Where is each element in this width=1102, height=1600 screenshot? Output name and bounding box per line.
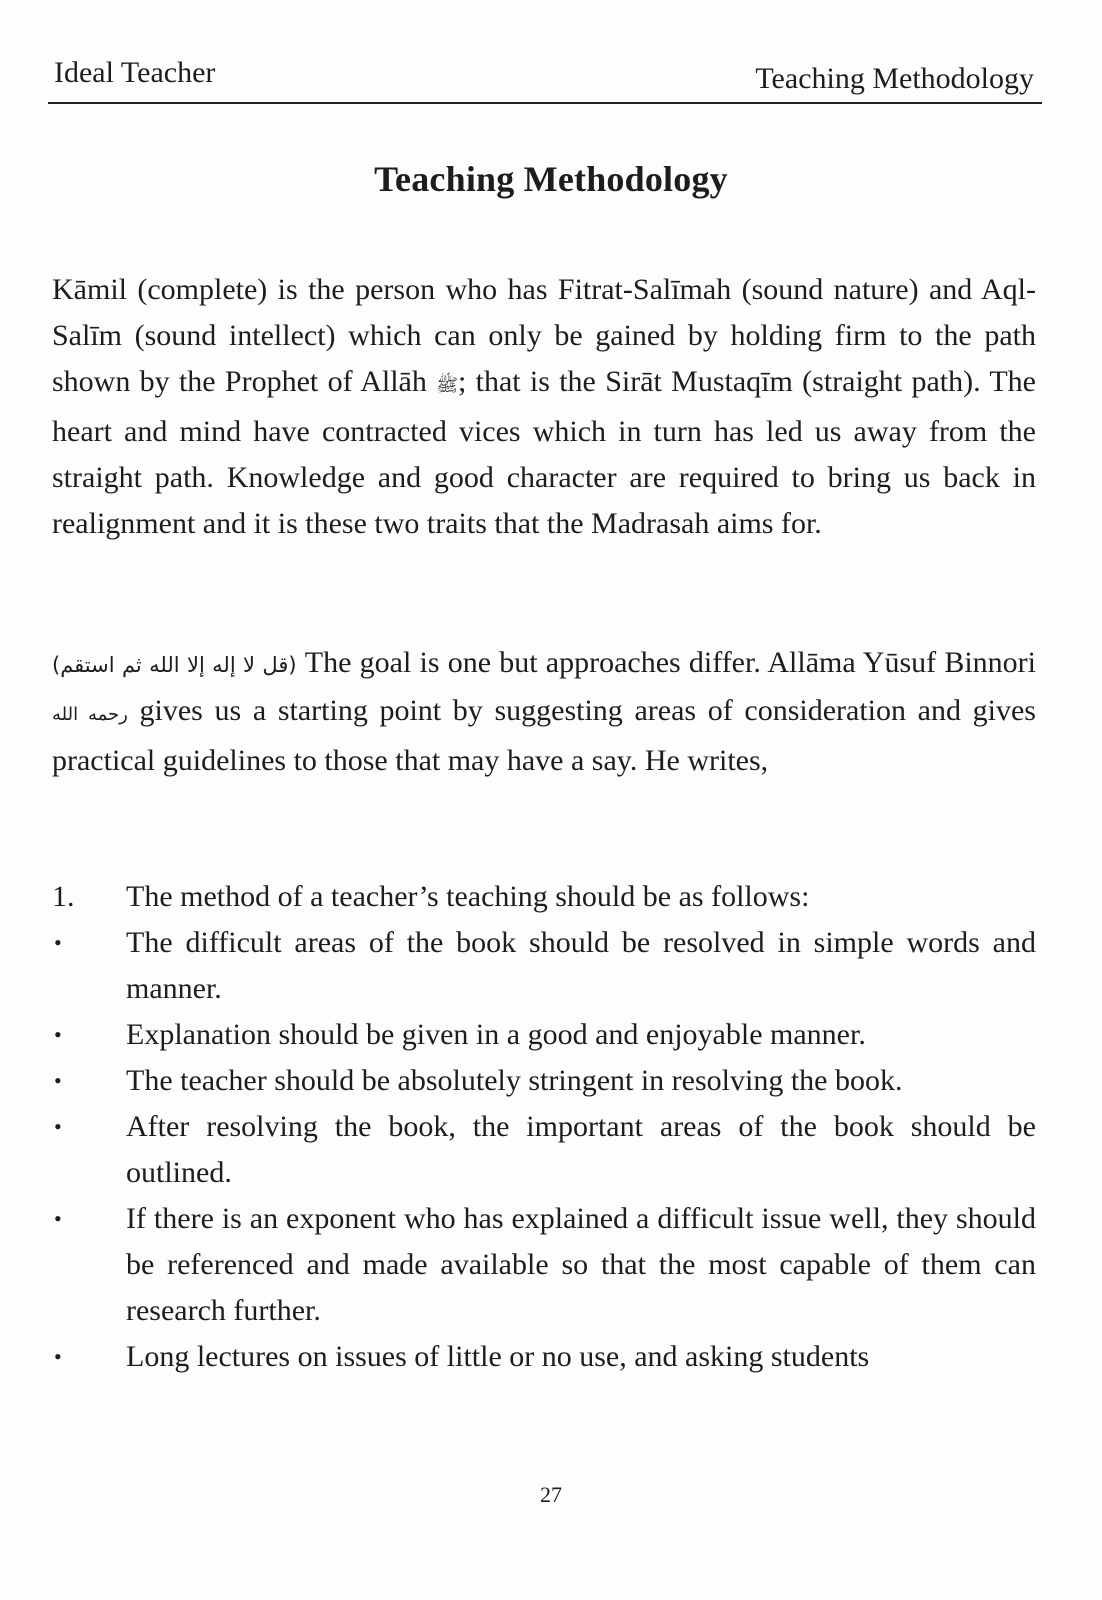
paragraph-approaches [52,640,1036,784]
bullet-item-text: After resolving the book, the important areas of the book should be outlined. [126,1110,1036,1189]
bullet-item [52,1196,1036,1334]
paragraph-intro-text-a: Kāmil (complete) is the person who has Fitrat-Salīmah (sound nature) and Aql-Salīm (sound intellect) which can only be gained by holding firm to the path shown by the Prophet of Allāh [52,273,1036,398]
bullet-item [52,1104,1036,1196]
paragraph-approaches-text-a: The goal is one but approaches differ. Allāma Yūsuf Binnori [296,646,1036,679]
bullet-item [52,1334,1036,1380]
bullet-item-text: Explanation should be given in a good and enjoyable manner. [126,1018,866,1051]
bullet-marker: • [54,930,62,955]
numbered-item [52,874,1036,920]
bullet-item-text: Long lectures on issues of little or no use, and asking students [126,1340,870,1373]
bullet-marker: • [54,1344,62,1369]
paragraph-approaches-text-b: gives us a starting point by suggesting areas of consideration and gives practical guidelines to those that may have a say. He writes, [52,694,1036,777]
honorific-glyph: رحمه الله [52,704,128,725]
item-number: 1. [52,880,75,913]
numbered-item-text: The method of a teacher’s teaching should be as follows: [126,880,810,913]
bullet-item-text: The difficult areas of the book should be resolved in simple words and manner. [126,926,1036,1005]
bullet-marker: • [54,1206,62,1231]
header-book-title: Ideal Teacher [54,56,216,89]
chapter-title: Teaching Methodology [374,159,728,199]
page-number: 27 [540,1482,562,1507]
paragraph-intro-text-b: ; that is the Sirāt Mustaqīm (straight path). The heart and mind have contracted vices which in turn has led us away from the straight path. Knowledge and good character are required to bring us back in realignment and it is these two traits that the Madrasah aims for. [52,365,1036,540]
guidelines-list [52,874,1036,1380]
bullet-item [52,1012,1036,1058]
running-header [48,52,1042,104]
bullet-item-text: The teacher should be absolutely stringent in resolving the book. [126,1064,903,1097]
salutation-glyph: ﷺ [436,375,458,396]
bullet-marker: • [54,1022,62,1047]
arabic-verse: (قل لا إله إلا الله ثم استقم) [52,653,297,677]
bullet-item [52,1058,1036,1104]
bullet-marker: • [54,1068,62,1093]
bullet-marker: • [54,1114,62,1139]
bullet-item [52,920,1036,1012]
header-chapter-title: Teaching Methodology [755,62,1034,95]
paragraph-intro [52,267,1036,547]
bullet-item-text: If there is an exponent who has explained a difficult issue well, they should be referenced and made available so that the most capable of them can research further. [126,1202,1036,1327]
